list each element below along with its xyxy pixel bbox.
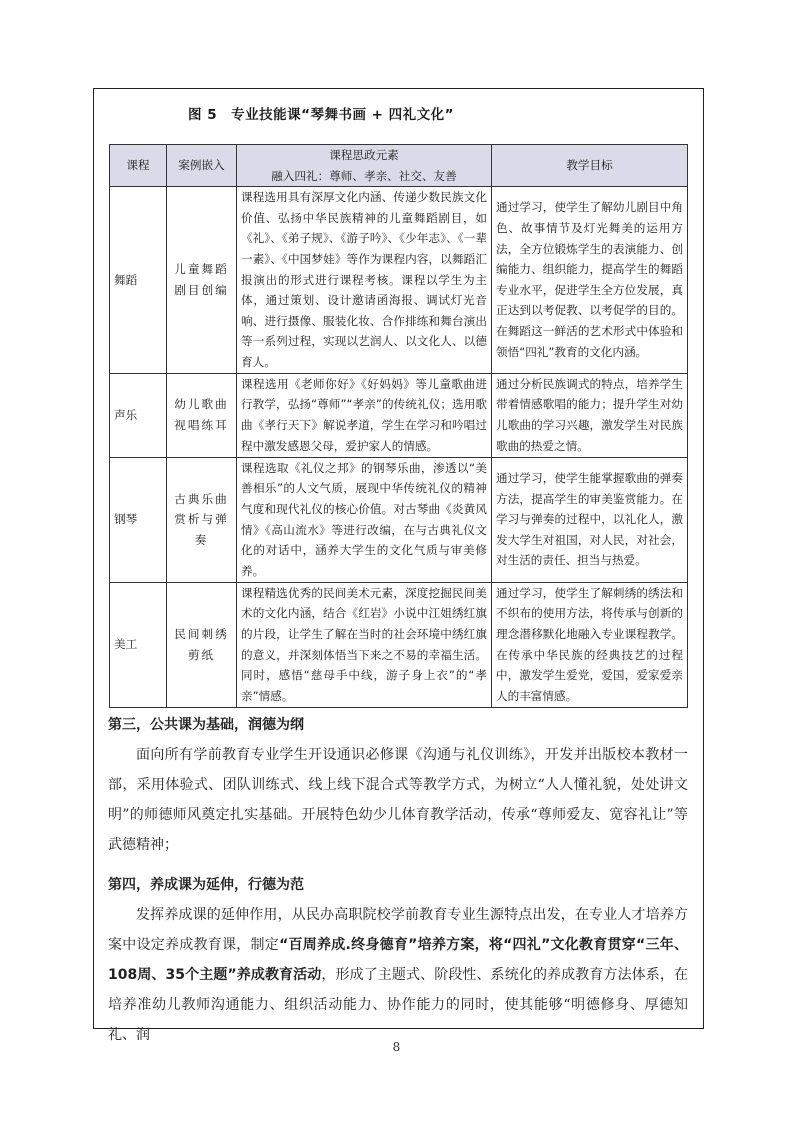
table-header-row xyxy=(110,145,688,187)
cell-case: 古典乐曲赏析与弹奏 xyxy=(167,457,237,582)
header-course: 课程 xyxy=(110,145,167,187)
cell-course: 声乐 xyxy=(110,373,167,457)
cell-goals: 通过分析民族调式的特点，培养学生带着情感歌唱的能力；提升学生对幼儿歌曲的学习兴趣，激发学生对民族歌曲的热爱之情。 xyxy=(492,373,688,457)
header-elements-subtitle: 融入四礼：尊师、孝亲、社交、友善 xyxy=(271,168,457,183)
cell-case: 儿童舞蹈剧目创编 xyxy=(167,187,237,373)
cell-elements: 课程精选优秀的民间美术元素，深度挖掘民间美术的文化内涵，结合《红岩》小说中江姐绣红旗的片段，让学生了解在当时的社会环境中绣红旗的意义，并深刻体悟当下来之不易的幸福生活。同时，感悟“慈母手中线，游子身上衣”的“孝亲”情感。 xyxy=(237,582,492,707)
figure-title: 图 5 专业技能课“琴舞书画 + 四礼文化” xyxy=(188,107,455,123)
header-elements-title: 课程思政元素 xyxy=(329,148,399,162)
table-row xyxy=(110,187,688,373)
cell-case: 幼儿歌曲视唱练耳 xyxy=(167,373,237,457)
cell-course: 舞蹈 xyxy=(110,187,167,373)
course-table xyxy=(109,144,688,708)
page-number: 8 xyxy=(392,1040,401,1054)
cell-course: 钢琴 xyxy=(110,457,167,582)
section-heading: 第四，养成课为延伸，行德为范 xyxy=(108,877,304,893)
section-heading: 第三，公共课为基础，润德为纲 xyxy=(108,717,304,733)
header-goals: 教学目标 xyxy=(492,145,688,187)
table-row xyxy=(110,373,688,457)
cell-goals: 通过学习，使学生能掌握歌曲的弹奏方法，提高学生的审美鉴赏能力。在学习与弹奏的过程中，以礼化人，激发大学生对祖国，对人民，对社会，对生活的责任、担当与热爱。 xyxy=(492,457,688,582)
paragraph-bold-text: “百周养成.终身德育”培养方案，将“四礼”文化教育贯穿“三年、108周、35个主题”养成教育活动 xyxy=(108,937,689,983)
paragraph-text: ，形成了主题式、阶段性、系统化的养成教育方法体系，在培养准幼儿教师沟通能力、组织活动能力、协作能力的同时，使其能够“明德修身、厚德知礼、润 xyxy=(108,967,688,1043)
cell-course: 美工 xyxy=(110,582,167,707)
section-4 xyxy=(108,870,688,1050)
cell-elements: 课程选用具有深厚文化内涵、传递少数民族文化价值、弘扬中华民族精神的儿童舞蹈剧目，如《礼》、《弟子规》、《游子吟》、《少年志》、《一辈一素》、《中国梦娃》等作为课程内容，以舞蹈汇报演出的形式进行课程考核。课程以学生为主体，通过策划、设计邀请函海报、调试灯光音响、进行摄像、服装化妆、合作排练和舞台演出等一系列过程，实现以艺润人、以文化人、以德育人。 xyxy=(237,187,492,373)
cell-elements: 课程选取《礼仪之邦》的钢琴乐曲，渗透以“美善相乐”的人文气质，展现中华传统礼仪的精神气度和现代礼仪的核心价值。对古琴曲《炎黄风情》《高山流水》等进行改编，在与古典礼仪文化的对话中，涵养大学生的文化气质与审美修养。 xyxy=(237,457,492,582)
section-paragraph: 面向所有学前教育专业学生开设通识必修课《沟通与礼仪训练》，开发并出版校本教材一部，采用体验式、团队训练式、线上线下混合式等教学方式，为树立“人人懂礼貌，处处讲文明”的师德师风奠定扎实基础。开展特色幼少儿体育教学活动，传承“尊师爱友、宽容礼让”等武德精神； xyxy=(108,747,688,853)
cell-elements: 课程选用《老师你好》《好妈妈》等儿童歌曲进行教学，弘扬“尊师”“孝亲”的传统礼仪；选用歌曲《孝行天下》解说孝道，学生在学习和吟唱过程中激发感恩父母，爱护家人的情感。 xyxy=(237,373,492,457)
header-elements xyxy=(237,145,492,187)
table-row xyxy=(110,457,688,582)
header-case: 案例嵌入 xyxy=(167,145,237,187)
section-3 xyxy=(108,710,688,860)
section-paragraph xyxy=(108,900,688,1050)
cell-goals: 通过学习，使学生了解幼儿剧目中角色、故事情节及灯光舞美的运用方法，全方位锻炼学生的表演能力、创编能力、组织能力，提高学生的舞蹈专业水平，促进学生全方位发展，真正达到以考促教、以考促学的目的。在舞蹈这一鲜活的艺术形式中体验和领悟“四礼”教育的文化内涵。 xyxy=(492,187,688,373)
paragraph-text: 发挥养成课的延伸作用，从民办高职院校学前教育专业生源特点出发，在专业人才培养方案中设定养成教育课，制定 xyxy=(108,907,688,953)
table-row xyxy=(110,582,688,707)
cell-case: 民间刺绣剪纸 xyxy=(167,582,237,707)
cell-goals: 通过学习，使学生了解刺绣的绣法和不织布的使用方法，将传承与创新的理念潜移默化地融入专业课程教学。在传承中华民族的经典技艺的过程中，激发学生爱党，爱国，爱家爱亲人的丰富情感。 xyxy=(492,582,688,707)
